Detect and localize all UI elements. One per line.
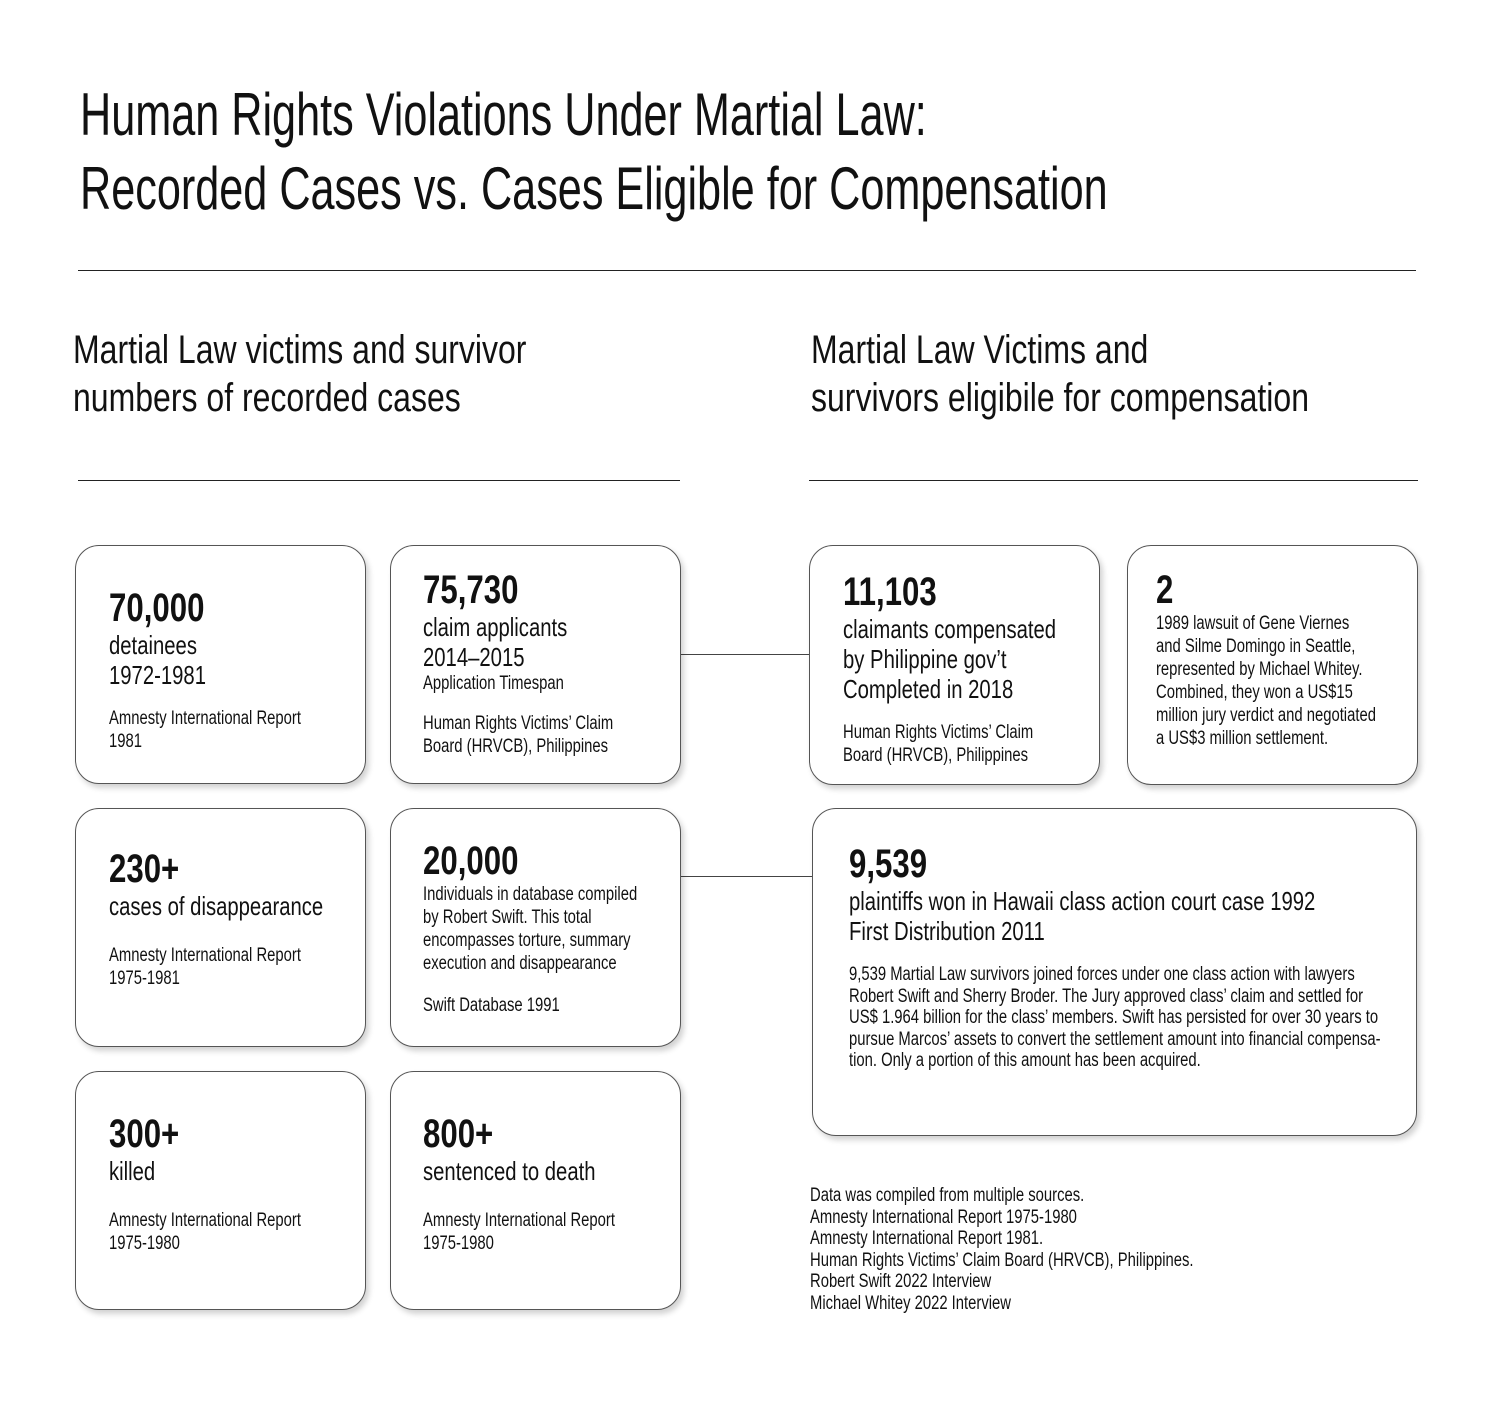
stat-label: claimants compensated [843, 614, 1057, 644]
stat-source: Human Rights Victims’ Claim [423, 713, 614, 734]
stat-label: plaintiffs won in Hawaii class action court case 1992 [849, 886, 1316, 916]
stat-description: represented by Michael Whitey. [1156, 659, 1363, 680]
right-section-heading [811, 326, 1309, 422]
stat-source: Board (HRVCB), Philippines [423, 736, 609, 757]
stat-label: detainees [109, 630, 197, 660]
sources-note-line: Robert Swift 2022 Interview [810, 1271, 992, 1292]
stat-card-disappearance [75, 808, 366, 1047]
page-title [80, 78, 1108, 226]
stat-description: million jury verdict and negotiated [1156, 705, 1376, 726]
stat-number: 70,000 [109, 586, 205, 630]
stat-card-sentenced-to-death [390, 1071, 681, 1310]
stat-label: cases of disappearance [109, 891, 324, 921]
stat-source: 1975-1981 [109, 968, 180, 989]
stat-description: 1989 lawsuit of Gene Viernes [1156, 613, 1350, 634]
stat-description: Individuals in database compiled [423, 884, 638, 905]
stat-source: 1975-1980 [423, 1233, 494, 1254]
sources-note-line: Human Rights Victims’ Claim Board (HRVCB), Philippines. [810, 1249, 1194, 1271]
stat-source: 1975-1980 [109, 1233, 180, 1254]
stat-number: 800+ [423, 1112, 494, 1156]
stat-number: 230+ [109, 847, 180, 891]
stat-source: Human Rights Victims’ Claim [843, 722, 1034, 743]
right-heading-line-1: Martial Law Victims and [811, 328, 1149, 372]
stat-number: 75,730 [423, 568, 519, 612]
title-divider [78, 270, 1416, 271]
stat-number: 9,539 [849, 842, 928, 886]
sources-note-line: Amnesty International Report 1981. [810, 1228, 1044, 1249]
connector-line-middle [681, 876, 813, 877]
stat-label: First Distribution 2011 [849, 916, 1045, 946]
stat-card-hawaii-class-action [812, 808, 1417, 1136]
stat-description: a US$3 million settlement. [1156, 728, 1329, 749]
left-section-divider [78, 480, 680, 481]
title-line-1: Human Rights Violations Under Martial Law: [80, 81, 927, 148]
stat-number: 11,103 [843, 570, 937, 614]
stat-source: Swift Database 1991 [423, 995, 560, 1016]
stat-description: pursue Marcos’ assets to convert the settlement amount into financial compensa- [849, 1028, 1381, 1050]
stat-description: Robert Swift and Sherry Broder. The Jury approved class’ claim and settled for [849, 985, 1364, 1007]
stat-card-killed [75, 1071, 366, 1310]
stat-description: by Robert Swift. This total [423, 907, 592, 928]
stat-label: killed [109, 1156, 156, 1186]
stat-note: Application Timespan [423, 673, 564, 694]
stat-label: sentenced to death [423, 1156, 596, 1186]
stat-label: Completed in 2018 [843, 674, 1014, 704]
stat-source: Board (HRVCB), Philippines [843, 745, 1029, 766]
stat-card-swift-database [390, 808, 681, 1047]
stat-number: 300+ [109, 1112, 180, 1156]
stat-label: 1972-1981 [109, 660, 206, 690]
stat-description: encompasses torture, summary [423, 930, 631, 951]
stat-source: Amnesty International Report [109, 708, 301, 729]
right-heading-line-2: survivors eligibile for compensation [811, 376, 1309, 420]
stat-label: by Philippine gov’t [843, 644, 1007, 674]
sources-note-line: Michael Whitey 2022 Interview [810, 1292, 1011, 1314]
sources-note [810, 1185, 1194, 1314]
left-heading-line-2: numbers of recorded cases [73, 376, 461, 420]
stat-card-seattle-lawsuit [1127, 545, 1418, 785]
sources-note-line: Amnesty International Report 1975-1980 [810, 1206, 1077, 1228]
stat-number: 20,000 [423, 839, 519, 883]
left-heading-line-1: Martial Law victims and survivor [73, 328, 527, 372]
stat-label: claim applicants [423, 612, 568, 642]
stat-description: and Silme Domingo in Seattle, [1156, 636, 1356, 657]
stat-card-detainees [75, 545, 366, 784]
sources-note-line: Data was compiled from multiple sources. [810, 1185, 1085, 1206]
stat-description: US$ 1.964 billion for the class’ members. Swift has persisted for over 30 years to [849, 1007, 1379, 1028]
right-section-divider [809, 480, 1418, 481]
stat-label: 2014–2015 [423, 642, 525, 672]
stat-description: tion. Only a portion of this amount has been acquired. [849, 1050, 1201, 1071]
left-section-heading [73, 326, 526, 422]
stat-source: 1981 [109, 731, 142, 752]
stat-card-claim-applicants [390, 545, 681, 784]
stat-source: Amnesty International Report [423, 1210, 615, 1231]
stat-source: Amnesty International Report [109, 1210, 301, 1231]
connector-line-top [681, 654, 810, 655]
stat-source: Amnesty International Report [109, 945, 301, 966]
stat-card-claimants-compensated [809, 545, 1100, 785]
stat-number: 2 [1156, 568, 1174, 612]
title-line-2: Recorded Cases vs. Cases Eligible for Compensation [80, 155, 1108, 222]
stat-description: execution and disappearance [423, 953, 617, 974]
stat-description: 9,539 Martial Law survivors joined forces under one class action with lawyers [849, 964, 1355, 985]
stat-description: Combined, they won a US$15 [1156, 682, 1353, 703]
